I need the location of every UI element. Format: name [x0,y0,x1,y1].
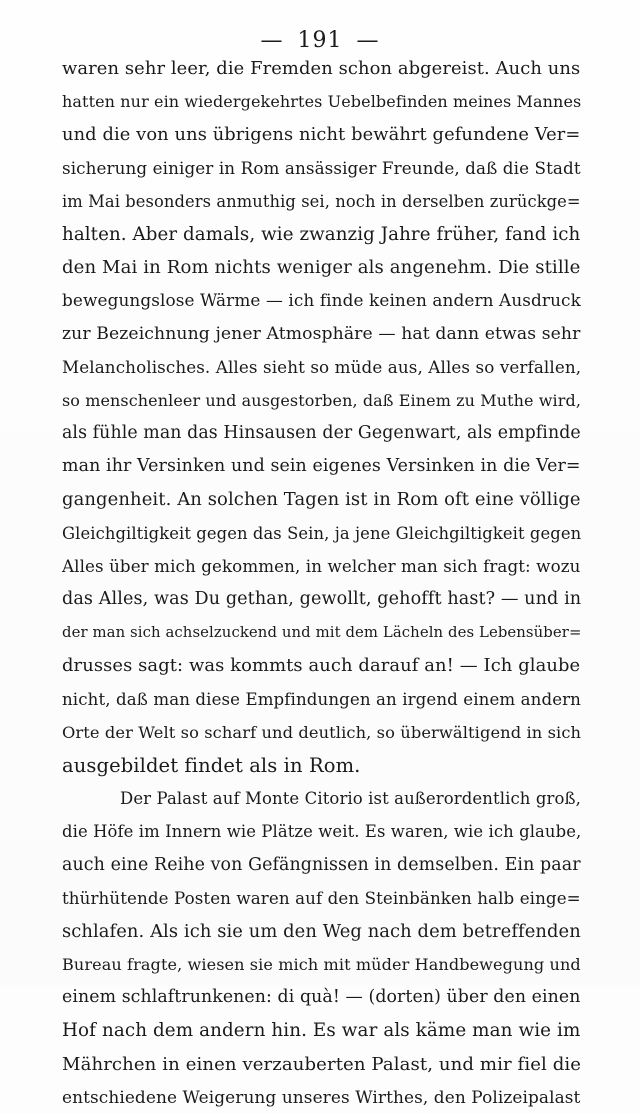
text-line: drusses sagt: was kommts auch darauf an! — Ich glaube [62,655,581,677]
text-line: als fühle man das Hinsausen der Gegenwart, als empfinde [62,423,581,444]
text-line: halten. Aber damals, wie zwanzig Jahre früher, fand ich [62,223,581,245]
text-line: die Höfe im Innern wie Plätze weit. Es waren, wie ich glaube, [62,822,582,842]
text-line: man ihr Versinken und sein eigenes Versinken in die Ver= [62,456,581,477]
text-line: Melancholisches. Alles sieht so müde aus, Alles so verfallen, [62,356,582,377]
text-line: entschiedene Weigerung unseres Wirthes, den Polizeipalast [62,1086,581,1107]
text-line: waren sehr leer, die Fremden schon abgereist. Auch uns [62,58,581,79]
text-line: Der Palast auf Monte Citorio ist außerordentlich groß, [120,789,581,809]
text-line: Bureau fragte, wiesen sie mich mit müder Handbewegung und [62,955,581,975]
page-number-dash-left: — [260,28,284,53]
body-text [62,52,582,1114]
text-line: der man sich achselzuckend und mit dem Lächeln des Lebensüber= [62,624,582,642]
page-number-header [0,28,640,53]
text-line: so menschenleer und ausgestorben, daß Einem zu Muthe wird, [62,390,581,410]
page-number: 191 [297,28,343,53]
text-line: nicht, daß man diese Empfindungen an irgend einem andern [62,689,581,709]
text-line: den Mai in Rom nichts weniger als angenehm. Die stille [62,257,581,279]
text-line: Alles über mich gekommen, in welcher man sich fragt: wozu [62,555,581,576]
text-line: hatten nur ein wiedergekehrtes Uebelbefinden meines Mannes [62,92,582,112]
text-line: Hof nach dem andern hin. Es war als käme man wie im [62,1020,581,1042]
text-line: thürhütende Posten waren auf den Steinbänken halb einge= [62,888,581,908]
paragraph-1 [62,52,582,782]
text-line: auch eine Reihe von Gefängnissen in demselben. Ein paar [62,854,581,875]
paragraph-2 [62,782,582,1114]
text-line: zur Bezeichnung jener Atmosphäre — hat dann etwas sehr [62,323,581,344]
page-number-dash-right: — [356,28,380,53]
text-line: bewegungslose Wärme — ich finde keinen andern Ausdruck [62,290,581,311]
text-line: einem schlaftrunkenen: di quà! — (dorten) über den einen [62,987,581,1008]
text-line: Gleichgiltigkeit gegen das Sein, ja jene Gleichgiltigkeit gegen [62,523,582,543]
text-line: schlafen. Als ich sie um den Weg nach dem betreffenden [62,920,581,942]
text-line: Mährchen in einen verzauberten Palast, und mir fiel die [62,1053,582,1075]
text-line: sicherung einiger in Rom ansässiger Freunde, daß die Stadt [62,157,581,178]
text-line: Orte der Welt so scharf und deutlich, so überwältigend in sich [62,722,582,742]
text-line: und die von uns übrigens nicht bewährt gefundene Ver= [62,124,581,146]
text-line: im Mai besonders anmuthig sei, noch in derselben zurückge= [62,191,581,211]
text-line: ausgebildet findet als in Rom. [62,753,361,777]
text-line: gangenheit. An solchen Tagen ist in Rom oft eine völlige [62,489,581,511]
text-line: das Alles, was Du gethan, gewollt, gehofft hast? — und in [62,589,582,609]
